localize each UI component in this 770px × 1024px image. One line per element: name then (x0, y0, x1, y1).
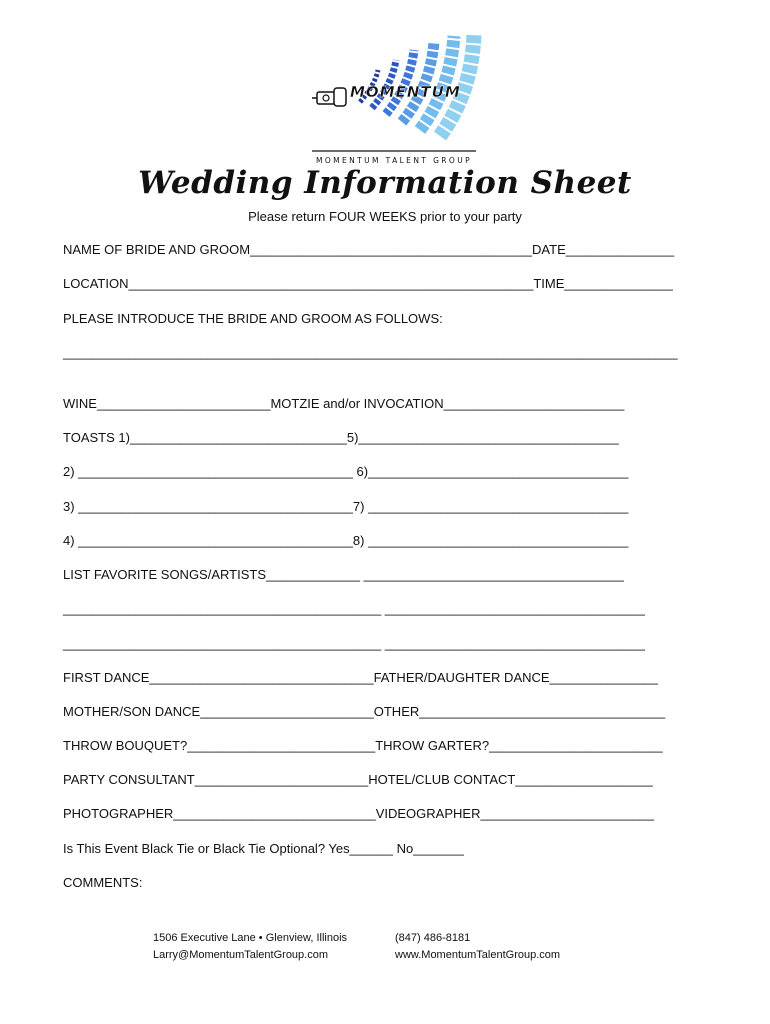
footer-email[interactable]: Larry@MomentumTalentGroup.com (153, 949, 329, 961)
form-line-toasts-1-5[interactable]: TOASTS 1)______________________________5)____________________________________ (63, 430, 619, 445)
form-line-introduction[interactable]: _____________________________________________________________________________________ (63, 345, 678, 360)
form-line-mother-son-other[interactable]: MOTHER/SON DANCE________________________OTHER__________________________________ (63, 704, 666, 719)
footer-left (153, 930, 347, 964)
form-heading-introduce: PLEASE INTRODUCE THE BRIDE AND GROOM AS FOLLOWS: (63, 311, 443, 326)
page-title: Wedding Information Sheet (138, 165, 632, 201)
form-line-location-time[interactable]: LOCATION________________________________________________________TIME_______________ (63, 276, 673, 291)
form-line-consultant-hotel[interactable]: PARTY CONSULTANT________________________HOTEL/CLUB CONTACT___________________ (63, 772, 653, 787)
form-line-toasts-4-8[interactable]: 4) ______________________________________8) ____________________________________ (63, 533, 629, 548)
form-line-songs[interactable]: LIST FAVORITE SONGS/ARTISTS_____________ ____________________________________ (63, 567, 624, 582)
momentum-logo (300, 30, 490, 170)
brand-tagline: MOMENTUM TALENT GROUP (315, 156, 473, 165)
brand-name: MOMENTUM (350, 83, 461, 101)
form-line-toasts-3-7[interactable]: 3) ______________________________________7) ____________________________________ (63, 499, 629, 514)
footer-address: 1506 Executive Lane • Glenview, Illinois (153, 932, 348, 944)
form-line-bride-groom-date[interactable]: NAME OF BRIDE AND GROOM_______________________________________DATE_______________ (63, 242, 675, 257)
form-heading-comments: COMMENTS: (63, 875, 143, 890)
megaphone-icon (312, 88, 346, 106)
footer-phone: (847) 486-8181 (395, 932, 471, 944)
footer-website[interactable]: www.MomentumTalentGroup.com (395, 949, 561, 961)
form-line-wine-motzie[interactable]: WINE________________________MOTZIE and/or INVOCATION_________________________ (63, 396, 625, 411)
form-line-songs-3[interactable]: ____________________________________________ ____________________________________ (63, 636, 646, 651)
form-line-songs-2[interactable]: ____________________________________________ ____________________________________ (63, 601, 646, 616)
form-line-first-father-dance[interactable]: FIRST DANCE_______________________________FATHER/DAUGHTER DANCE_______________ (63, 670, 659, 685)
form-line-toasts-2-6[interactable]: 2) ______________________________________ 6)____________________________________ (63, 464, 629, 479)
form-line-black-tie[interactable]: Is This Event Black Tie or Black Tie Optional? Yes______ No_______ (63, 841, 464, 856)
footer-right (395, 930, 560, 964)
form-line-bouquet-garter[interactable]: THROW BOUQUET?__________________________THROW GARTER?________________________ (63, 738, 663, 753)
form-line-photo-video[interactable]: PHOTOGRAPHER____________________________VIDEOGRAPHER________________________ (63, 806, 654, 821)
page-subtitle: Please return FOUR WEEKS prior to your party (248, 209, 522, 224)
